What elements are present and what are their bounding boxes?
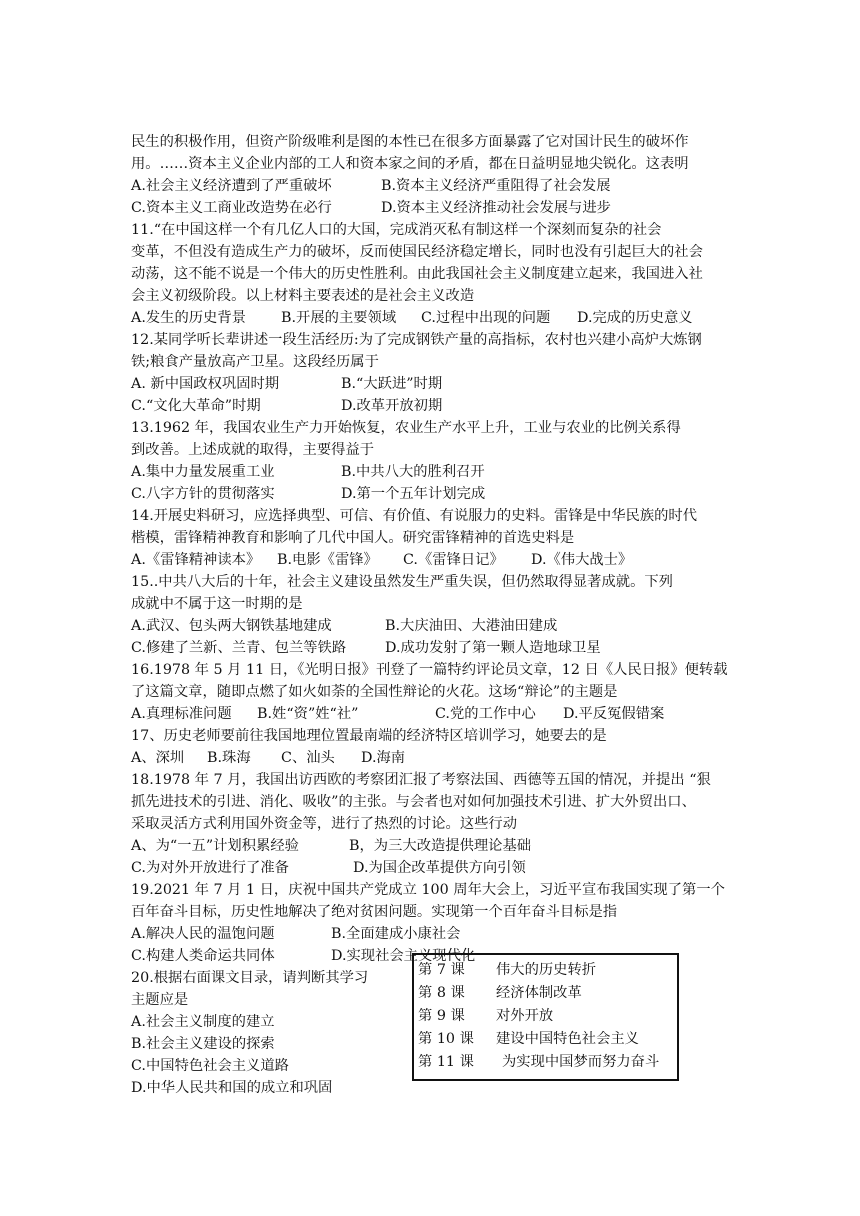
q20-option-d: D.中华人民共和国的成立和巩固: [131, 1080, 333, 1096]
q12-stem-line: 12.某同学听长辈讲述一段生活经历:为了完成钢铁产量的高指标，农村也兴建小高炉大炼钢: [131, 332, 702, 348]
q12-option-c: C.“文化大革命”时期: [131, 398, 261, 414]
q19-option-d: D.实现社会主义现代化: [331, 948, 476, 964]
q12-option-a: A. 新中国政权巩固时期: [131, 376, 280, 392]
q15-option-b: B.大庆油田、大港油田建成: [385, 618, 558, 634]
q17-stem-line: 17、历史老师要前往我国地理位置最南端的经济特区培训学习，她要去的是: [131, 728, 607, 744]
q13-option-b: B.中共八大的胜利召开: [341, 464, 485, 480]
q16-option-b: B.姓“资”姓“社”: [257, 706, 359, 722]
q14-option-d: D.《伟大战士》: [531, 552, 633, 568]
q10-option-d: D.资本主义经济推动社会发展与进步: [381, 200, 611, 216]
q14-stem-line: 楷模，雷锋精神教育和影响了几代中国人。研究雷锋精神的首选史料是: [131, 530, 575, 546]
q18-option-a: A、为“一五”计划积累经验: [131, 838, 299, 854]
q13-stem-line: 到改善。上述成就的取得，主要得益于: [131, 442, 375, 458]
q15-option-c: C.修建了兰新、兰青、包兰等铁路: [131, 640, 347, 656]
toc-lesson-number: 第 9 课: [418, 1008, 465, 1024]
toc-lesson-title: 经济体制改革: [496, 985, 582, 1001]
q16-stem-line: 16.1978 年 5 月 11 日，《光明日报》刊登了一篇特约评论员文章，12 日《人民日报》便转载: [131, 662, 728, 678]
toc-lesson-number: 第 10 课: [418, 1031, 474, 1047]
q20-stem-line: 主题应是: [131, 992, 189, 1008]
q20-option-a: A.社会主义制度的建立: [131, 1014, 275, 1030]
q15-stem-line: 15..中共八大后的十年，社会主义建设虽然发生严重失误，但仍然取得显著成就。下列: [131, 574, 673, 590]
q17-option-c: C、汕头: [281, 750, 335, 766]
q18-stem-line: 抓先进技术的引进、消化、吸收”的主张。与会者也对如何加强技术引进、扩大外贸出口、: [131, 794, 696, 810]
toc-lesson-title: 建设中国特色社会主义: [496, 1031, 639, 1047]
q19-stem-line: 百年奋斗目标，历史性地解决了绝对贫困问题。实现第一个百年奋斗目标是指: [131, 904, 618, 920]
q16-option-d: D.平反冤假错案: [563, 706, 665, 722]
q17-option-a: A、深圳: [131, 750, 185, 766]
q10-option-a: A.社会主义经济遭到了严重破坏: [131, 178, 332, 194]
q10-stem-line: 用。……资本主义企业内部的工人和资本家之间的矛盾，都在日益明显地尖锐化。这表明: [131, 156, 689, 172]
q11-option-c: C.过程中出现的问题: [421, 310, 551, 326]
toc-lesson-title: 伟大的历史转折: [496, 962, 597, 978]
q15-option-a: A.武汉、包头两大钢铁基地建成: [131, 618, 332, 634]
q16-option-c: C.党的工作中心: [435, 706, 536, 722]
q19-option-a: A.解决人民的温饱问题: [131, 926, 275, 942]
q19-option-b: B.全面建成小康社会: [331, 926, 461, 942]
q18-stem-line: 18.1978 年 7 月，我国出访西欧的考察团汇报了考察法国、西德等五国的情况，并提出 “狠: [131, 772, 711, 788]
q11-option-b: B.开展的主要领域: [281, 310, 397, 326]
toc-lesson-title: 为实现中国梦而努力奋斗: [502, 1054, 660, 1070]
q13-stem-line: 13.1962 年，我国农业生产力开始恢复，农业生产水平上升，工业与农业的比例关系得: [131, 420, 681, 436]
q18-option-b: B，为三大改造提供理论基础: [349, 838, 532, 854]
q10-option-c: C.资本主义工商业改造势在必行: [131, 200, 332, 216]
q10-option-b: B.资本主义经济严重阻得了社会发展: [381, 178, 611, 194]
q18-option-d: D.为国企改革提供方向引领: [353, 860, 526, 876]
q11-stem-line: 变革，不但没有造成生产力的破坏，反而使国民经济稳定增长，同时也没有引起巨大的社会: [131, 244, 703, 260]
q15-option-d: D.成功发射了第一颗人造地球卫星: [385, 640, 601, 656]
q10-stem-line: 民生的积极作用，但资产阶级唯利是图的本性已在很多方面暴露了它对国计民生的破坏作: [131, 134, 689, 150]
q20-stem-line: 20.根据右面课文目录，请判断其学习: [131, 970, 369, 986]
q13-option-d: D.第一个五年计划完成: [341, 486, 486, 502]
q16-stem-line: 了这篇文章，随即点燃了如火如荼的全国性辩论的火花。这场“辩论”的主题是: [131, 684, 618, 700]
q17-option-b: B.珠海: [207, 750, 251, 766]
q15-stem-line: 成就中不属于这一时期的是: [131, 596, 303, 612]
toc-lesson-number: 第 7 课: [418, 962, 465, 978]
q14-stem-line: 14.开展史料研习，应选择典型、可信、有价值、有说服力的史料。雷锋是中华民族的时代: [131, 508, 698, 524]
q11-option-a: A.发生的历史背景: [131, 310, 246, 326]
q20-option-b: B.社会主义建设的探索: [131, 1036, 275, 1052]
q18-option-c: C.为对外开放进行了准备: [131, 860, 289, 876]
q16-option-a: A.真理标准问题: [131, 706, 232, 722]
toc-lesson-number: 第 11 课: [418, 1054, 474, 1070]
toc-lesson-number: 第 8 课: [418, 985, 465, 1001]
q19-option-c: C.构建人类命运共同体: [131, 948, 275, 964]
course-contents-box: [412, 953, 679, 1081]
q13-option-c: C.八字方针的贯彻落实: [131, 486, 275, 502]
q18-stem-line: 采取灵活方式利用国外资金等，进行了热烈的讨论。这些行动: [131, 816, 518, 832]
q12-option-b: B.“大跃进”时期: [341, 376, 443, 392]
q14-option-a: A.《雷锋精神读本》: [131, 552, 261, 568]
q12-stem-line: 铁;粮食产量放高产卫星。这段经历属于: [131, 354, 379, 370]
q11-stem-line: 会主义初级阶段。以上材料主要表述的是社会主义改造: [131, 288, 475, 304]
q20-option-c: C.中国特色社会主义道路: [131, 1058, 289, 1074]
q17-option-d: D.海南: [361, 750, 406, 766]
q11-option-d: D.完成的历史意义: [577, 310, 693, 326]
q14-option-c: C.《雷锋日记》: [403, 552, 504, 568]
q11-stem-line: 动荡，这不能不说是一个伟大的历史性胜利。由此我国社会主义制度建立起来，我国进入社: [131, 266, 703, 282]
q19-stem-line: 19.2021 年 7 月 1 日，庆祝中国共产党成立 100 周年大会上，习近平宣布我国实现了第一个: [131, 882, 725, 898]
toc-lesson-title: 对外开放: [496, 1008, 554, 1024]
q11-stem-line: 11.“在中国这样一个有几亿人口的大国，完成消灭私有制这样一个深刻而复杂的社会: [131, 222, 662, 238]
q12-option-d: D.改革开放初期: [341, 398, 443, 414]
q13-option-a: A.集中力量发展重工业: [131, 464, 275, 480]
q14-option-b: B.电影《雷锋》: [277, 552, 378, 568]
